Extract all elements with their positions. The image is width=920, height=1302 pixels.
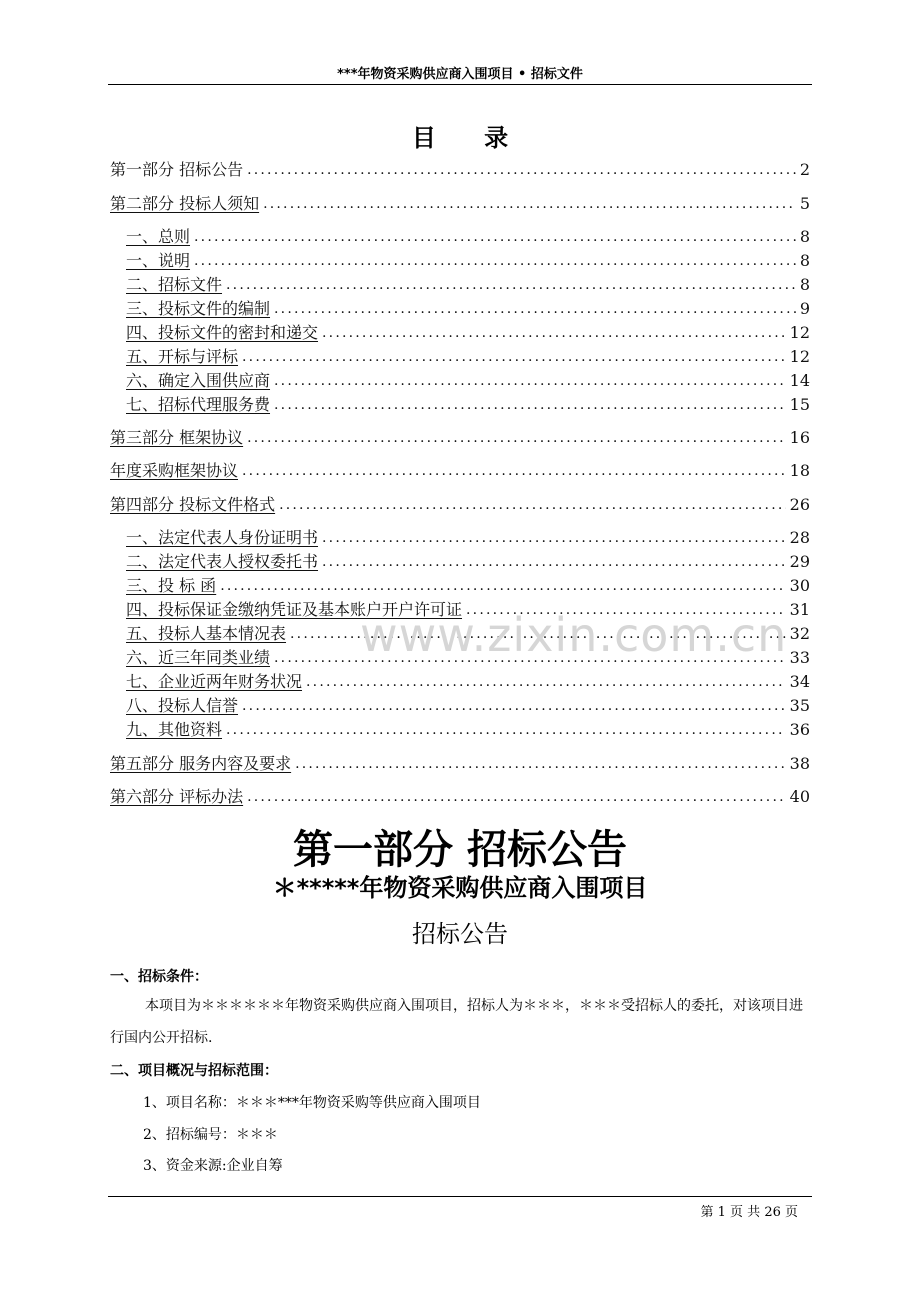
toc-entry-label: 六、确定入围供应商 <box>126 371 271 390</box>
toc-entry[interactable] <box>110 159 810 181</box>
toc-entry-page: 30 <box>789 576 810 595</box>
toc-entry[interactable] <box>126 527 810 549</box>
toc-entry-label: 年度采购框架协议 <box>110 461 239 480</box>
watermark: www.zixin.com.cn <box>360 608 788 662</box>
toc-entry[interactable] <box>126 274 810 296</box>
toc-entry-label: 三、投标文件的编制 <box>126 299 271 318</box>
toc-entry-label: 五、开标与评标 <box>126 347 239 366</box>
toc-entry-label: 六、近三年同类业绩 <box>126 648 271 667</box>
toc-entry[interactable] <box>126 226 810 248</box>
toc-leader-dots <box>242 460 786 482</box>
toc-entry-label: 一、说明 <box>126 251 191 270</box>
toc-entry-label: 第六部分 评标办法 <box>110 787 244 806</box>
page-footer: 第 1 页 共 26 页 <box>700 1205 798 1220</box>
section-heading <box>110 1060 810 1080</box>
toc-entry-page: 8 <box>799 275 810 294</box>
toc-entry[interactable] <box>126 575 810 597</box>
toc-entry-page: 8 <box>799 251 810 270</box>
toc-entry-label: 一、总则 <box>126 227 191 246</box>
toc-entry-label: 第一部分 招标公告 <box>110 160 244 179</box>
toc-entry-label: 三、投 标 函 <box>126 576 217 595</box>
notice-title: 招标公告 <box>412 920 508 948</box>
list-item: 2、招标编号：＊＊＊ <box>143 1127 278 1143</box>
toc-entry-label: 四、投标文件的密封和递交 <box>126 323 319 342</box>
toc-entry-page: 8 <box>799 227 810 246</box>
toc-entry-label: 第二部分 投标人须知 <box>110 194 260 213</box>
toc-leader-dots <box>279 494 786 516</box>
toc-entry[interactable] <box>126 322 810 344</box>
toc-entry[interactable] <box>110 753 810 775</box>
toc-entry[interactable] <box>126 346 810 368</box>
toc-leader-dots <box>247 427 786 449</box>
section-paragraph: 本项目为＊＊＊＊＊＊年物资采购供应商入围项目，招标人为＊＊＊，＊＊＊受招标人的委托，对该项目进行国内公开招标. <box>110 998 803 1046</box>
toc-leader-dots <box>322 527 786 549</box>
toc-leader-dots <box>295 753 786 775</box>
toc-entry-page: 38 <box>789 754 810 773</box>
toc-leader-dots <box>194 226 796 248</box>
toc-leader-dots <box>226 719 786 741</box>
list-item: 3、资金来源:企业自筹 <box>143 1158 283 1174</box>
section-heading-text: 一、招标条件： <box>110 969 208 985</box>
toc-entry-page: 12 <box>789 323 810 342</box>
toc-title: 目 录 <box>411 123 529 152</box>
toc-leader-dots <box>242 346 786 368</box>
toc-entry-page: 32 <box>789 624 810 643</box>
toc-entry-page: 36 <box>789 720 810 739</box>
toc-entry-label: 八、投标人信誉 <box>126 696 239 715</box>
section-heading-text: 二、项目概况与招标范围： <box>110 1063 278 1079</box>
toc-entry[interactable] <box>126 671 810 693</box>
toc-entry[interactable] <box>126 298 810 320</box>
toc-leader-dots <box>247 786 786 808</box>
toc-leader-dots <box>306 671 786 693</box>
toc-leader-dots <box>322 551 786 573</box>
toc-entry-page: 40 <box>789 787 810 806</box>
toc-entry[interactable] <box>110 786 810 808</box>
toc-entry[interactable] <box>110 494 810 516</box>
toc-leader-dots <box>226 274 796 296</box>
toc-entry-label: 二、招标文件 <box>126 275 223 294</box>
toc-entry-page: 31 <box>789 600 810 619</box>
toc-entry-page: 2 <box>799 160 810 179</box>
toc-entry-page: 15 <box>789 395 810 414</box>
toc-entry[interactable] <box>126 551 810 573</box>
toc-leader-dots <box>220 575 785 597</box>
toc-entry[interactable] <box>110 460 810 482</box>
toc-entry-page: 12 <box>789 347 810 366</box>
section-heading <box>110 966 810 986</box>
toc-leader-dots <box>322 322 786 344</box>
header-rule <box>108 84 812 85</box>
toc-entry-label: 第三部分 框架协议 <box>110 428 244 447</box>
footer-rule <box>108 1196 812 1197</box>
toc-leader-dots <box>274 370 786 392</box>
toc-entry-page: 28 <box>789 528 810 547</box>
toc-entry[interactable] <box>110 193 810 215</box>
toc-entry-label: 二、法定代表人授权委托书 <box>126 552 319 571</box>
toc-leader-dots <box>242 695 786 717</box>
toc-entry[interactable] <box>126 250 810 272</box>
toc-entry-page: 35 <box>789 696 810 715</box>
project-title: ＊*****年物资采购供应商入围项目 <box>272 874 648 902</box>
toc-entry-label: 第四部分 投标文件格式 <box>110 495 276 514</box>
toc-entry-page: 14 <box>789 371 810 390</box>
toc-entry-label: 第五部分 服务内容及要求 <box>110 754 292 773</box>
toc-entry-page: 26 <box>789 495 810 514</box>
toc-leader-dots <box>263 193 796 215</box>
toc-entry[interactable] <box>126 719 810 741</box>
toc-entry-page: 16 <box>789 428 810 447</box>
toc-leader-dots <box>274 394 786 416</box>
toc-leader-dots <box>274 298 796 320</box>
toc-entry-label: 五、投标人基本情况表 <box>126 624 287 643</box>
toc-entry-label: 七、企业近两年财务状况 <box>126 672 303 691</box>
toc-entry-page: 18 <box>789 461 810 480</box>
toc-entry-page: 5 <box>799 194 810 213</box>
toc-entry[interactable] <box>126 394 810 416</box>
toc-entry-label: 四、投标保证金缴纳凭证及基本账户开户许可证 <box>126 600 463 619</box>
part-title: 第一部分 招标公告 <box>293 827 627 873</box>
toc-leader-dots <box>247 159 796 181</box>
toc-entry-label: 九、其他资料 <box>126 720 223 739</box>
toc-entry-page: 33 <box>789 648 810 667</box>
toc-entry-label: 一、法定代表人身份证明书 <box>126 528 319 547</box>
toc-entry[interactable] <box>110 427 810 449</box>
toc-leader-dots <box>194 250 796 272</box>
page-header: ***年物资采购供应商入围项目 • 招标文件 <box>337 67 583 82</box>
toc-entry-page: 9 <box>799 299 810 318</box>
toc-entry-page: 34 <box>789 672 810 691</box>
toc-entry-page: 29 <box>789 552 810 571</box>
list-item: 1、项目名称：＊＊＊***年物资采购等供应商入围项目 <box>143 1095 481 1111</box>
toc-entry[interactable] <box>126 370 810 392</box>
toc-entry-label: 七、招标代理服务费 <box>126 395 271 414</box>
toc-entry[interactable] <box>126 695 810 717</box>
